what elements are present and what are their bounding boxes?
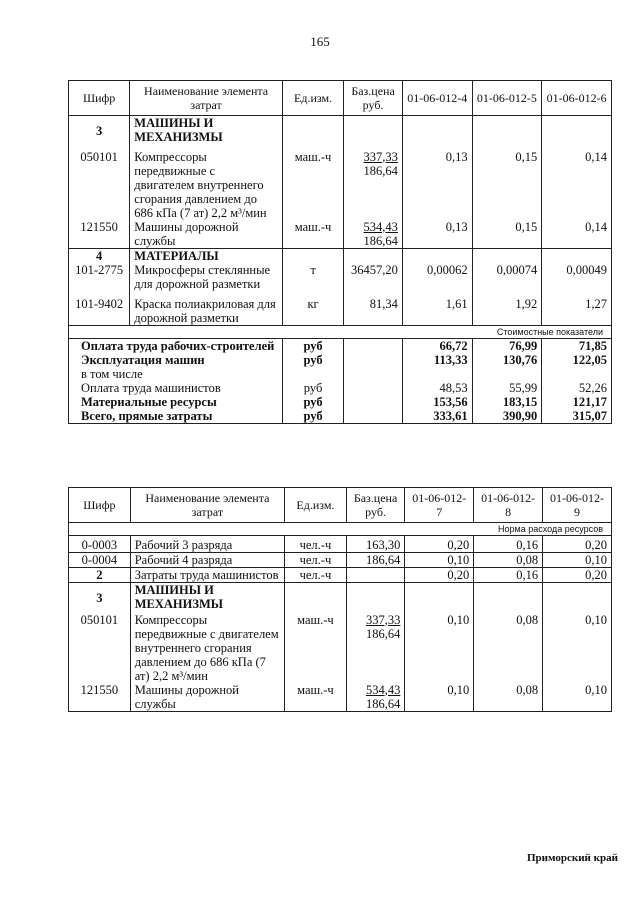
row-unit: кг <box>282 291 343 326</box>
row-name: Рабочий 3 разряда <box>130 536 284 553</box>
row-unit: маш.-ч <box>282 150 343 220</box>
row-unit: чел.-ч <box>285 568 347 583</box>
summary-value-1: 153,56 <box>402 395 472 409</box>
row-value-3: 0,10 <box>543 553 612 568</box>
header-col-1: 01-06-012-4 <box>402 81 472 116</box>
section-row <box>69 583 612 613</box>
row-unit: маш.-ч <box>285 613 347 683</box>
summary-row <box>69 381 612 395</box>
row-name: Машины дорожной службы <box>130 683 284 712</box>
table-row <box>69 683 612 712</box>
summary-value-1: 66,72 <box>402 338 472 353</box>
row-code: 050101 <box>69 613 131 683</box>
row-price: 81,34 <box>344 291 403 326</box>
row-price <box>344 220 403 249</box>
resource-table-2 <box>68 487 612 712</box>
row-code: 2 <box>69 568 131 583</box>
cost-label-row <box>69 325 612 338</box>
row-value-2: 0,08 <box>474 683 543 712</box>
price-secondary: 186,64 <box>363 163 398 178</box>
table-row <box>69 291 612 326</box>
row-unit: чел.-ч <box>285 553 347 568</box>
row-value-3: 0,10 <box>543 613 612 683</box>
summary-row <box>69 395 612 409</box>
summary-value-3: 315,07 <box>542 409 612 424</box>
summary-value-2: 55,99 <box>472 381 542 395</box>
row-name: Краска полиакриловая для дорожной разметки <box>130 291 283 326</box>
row-code: 050101 <box>69 150 130 220</box>
row-value-3: 0,00049 <box>542 248 612 291</box>
summary-unit: руб <box>282 338 343 353</box>
table-row <box>69 220 612 249</box>
summary-value-3: 122,05 <box>542 353 612 381</box>
price-underlined: 534,43 <box>365 682 401 697</box>
row-name: Машины дорожной службы <box>130 220 283 249</box>
summary-value-2: 76,99 <box>472 338 542 353</box>
table-row <box>69 150 612 220</box>
summary-name: Оплата труда машинистов <box>69 381 283 395</box>
row-unit: маш.-ч <box>285 683 347 712</box>
header-col-3: 01-06-012-6 <box>542 81 612 116</box>
table-header <box>69 488 612 523</box>
norm-label: Норма расхода ресурсов <box>69 523 612 536</box>
summary-row <box>69 353 612 381</box>
header-unit: Ед.изм. <box>282 81 343 116</box>
row-value-2: 0,16 <box>474 568 543 583</box>
row-value-3: 0,14 <box>542 150 612 220</box>
row-value-3: 0,14 <box>542 220 612 249</box>
row-name: Затраты труда машинистов <box>130 568 284 583</box>
header-col-2: 01-06-012-5 <box>472 81 542 116</box>
price-secondary: 186,64 <box>363 233 398 248</box>
row-value-1: 0,10 <box>405 683 474 712</box>
row-code: 121550 <box>69 683 131 712</box>
row-unit: чел.-ч <box>285 536 347 553</box>
header-name: Наименование элемента затрат <box>130 488 284 523</box>
row-name: Компрессоры передвижные с двигателем внутреннего сгорания давлением до 686 кПа (7 ат) 2,2 м³/мин <box>130 613 284 683</box>
section-number: 4 <box>96 248 103 263</box>
row-code: 101-2775 <box>75 262 124 277</box>
row-name <box>130 248 283 291</box>
norm-label-row <box>69 523 612 536</box>
row-value-1: 0,10 <box>405 613 474 683</box>
region-footer: Приморский край <box>527 852 618 864</box>
row-value-1: 0,20 <box>405 568 474 583</box>
section-row <box>69 116 612 150</box>
row-value-1: 0,20 <box>405 536 474 553</box>
section-row <box>69 248 612 291</box>
summary-value-3: 121,17 <box>542 395 612 409</box>
section-title: МАШИНЫ И МЕХАНИЗМЫ <box>130 583 284 613</box>
summary-name: Всего, прямые затраты <box>69 409 283 424</box>
price-secondary: 186,64 <box>365 626 401 641</box>
row-code: 0-0003 <box>69 536 131 553</box>
summary-unit: руб <box>282 395 343 409</box>
row-price: 186,64 <box>346 553 405 568</box>
row-code: 121550 <box>69 220 130 249</box>
summary-name <box>69 353 283 381</box>
summary-name-text: Эксплуатация машин <box>81 352 205 367</box>
row-unit: т <box>282 248 343 291</box>
row-value-2: 0,08 <box>474 613 543 683</box>
row-unit: маш.-ч <box>282 220 343 249</box>
summary-value-3: 71,85 <box>542 338 612 353</box>
row-value-2: 0,15 <box>472 220 542 249</box>
row-value-3: 0,10 <box>543 683 612 712</box>
row-value-2: 0,15 <box>472 150 542 220</box>
row-value-3: 0,20 <box>543 536 612 553</box>
section-title: МАШИНЫ И МЕХАНИЗМЫ <box>130 116 283 150</box>
resource-table-1 <box>68 80 612 424</box>
summary-value-1: 333,61 <box>402 409 472 424</box>
header-base-price: Баз.цена руб. <box>346 488 405 523</box>
price-underlined: 337,33 <box>365 612 401 627</box>
summary-row <box>69 338 612 353</box>
section-code: 3 <box>69 583 131 613</box>
header-base-price: Баз.цена руб. <box>344 81 403 116</box>
summary-row <box>69 409 612 424</box>
section-code <box>69 248 130 291</box>
price-underlined: 337,33 <box>363 149 398 164</box>
row-value-1: 0,00062 <box>402 248 472 291</box>
row-value-1: 0,13 <box>402 150 472 220</box>
header-col-1: 01-06-012-7 <box>405 488 474 523</box>
row-price: 36457,20 <box>344 248 403 291</box>
row-price <box>346 683 405 712</box>
row-value-1: 1,61 <box>402 291 472 326</box>
header-unit: Ед.изм. <box>285 488 347 523</box>
cost-indicators-label: Стоимостные показатели <box>69 325 612 338</box>
header-code: Шифр <box>69 81 130 116</box>
header-name: Наименование элемента затрат <box>130 81 283 116</box>
summary-value-3: 52,26 <box>542 381 612 395</box>
row-value-2: 0,00074 <box>472 248 542 291</box>
row-code: 0-0004 <box>69 553 131 568</box>
row-value-1: 0,13 <box>402 220 472 249</box>
section-code: 3 <box>69 116 130 150</box>
row-price <box>346 613 405 683</box>
table-row <box>69 536 612 553</box>
summary-value-2: 130,76 <box>472 353 542 381</box>
price-secondary: 186,64 <box>365 696 401 711</box>
row-value-3: 1,27 <box>542 291 612 326</box>
summary-value-1: 48,53 <box>402 381 472 395</box>
summary-unit: руб <box>282 381 343 395</box>
row-price: 163,30 <box>346 536 405 553</box>
page-number: 165 <box>310 34 330 49</box>
row-name: Рабочий 4 разряда <box>130 553 284 568</box>
summary-value-2: 183,15 <box>472 395 542 409</box>
summary-unit: руб <box>282 409 343 424</box>
row-name: Компрессоры передвижные с двигателем внутреннего сгорания давлением до 686 кПа (7 ат) 2,2 м³/мин <box>130 150 283 220</box>
row-value-1: 0,10 <box>405 553 474 568</box>
header-col-2: 01-06-012-8 <box>474 488 543 523</box>
row-value-2: 1,92 <box>472 291 542 326</box>
row-value-2: 0,16 <box>474 536 543 553</box>
row-price <box>344 150 403 220</box>
table-row <box>69 613 612 683</box>
section-title: МАТЕРИАЛЫ <box>134 248 219 263</box>
summary-value-2: 390,90 <box>472 409 542 424</box>
header-code: Шифр <box>69 488 131 523</box>
row-code: 101-9402 <box>69 291 130 326</box>
row-value-2: 0,08 <box>474 553 543 568</box>
row-name-text: Микросферы стеклянные для дорожной разметки <box>134 262 271 291</box>
price-underlined: 534,43 <box>363 219 398 234</box>
summary-name: Материальные ресурсы <box>69 395 283 409</box>
header-col-3: 01-06-012-9 <box>543 488 612 523</box>
row-value-3: 0,20 <box>543 568 612 583</box>
summary-value-1: 113,33 <box>402 353 472 381</box>
table-header <box>69 81 612 116</box>
summary-name: Оплата труда рабочих-строителей <box>69 338 283 353</box>
table-row <box>69 568 612 583</box>
summary-subnote: в том числе <box>81 366 143 381</box>
table-row <box>69 553 612 568</box>
summary-unit: руб <box>282 353 343 381</box>
